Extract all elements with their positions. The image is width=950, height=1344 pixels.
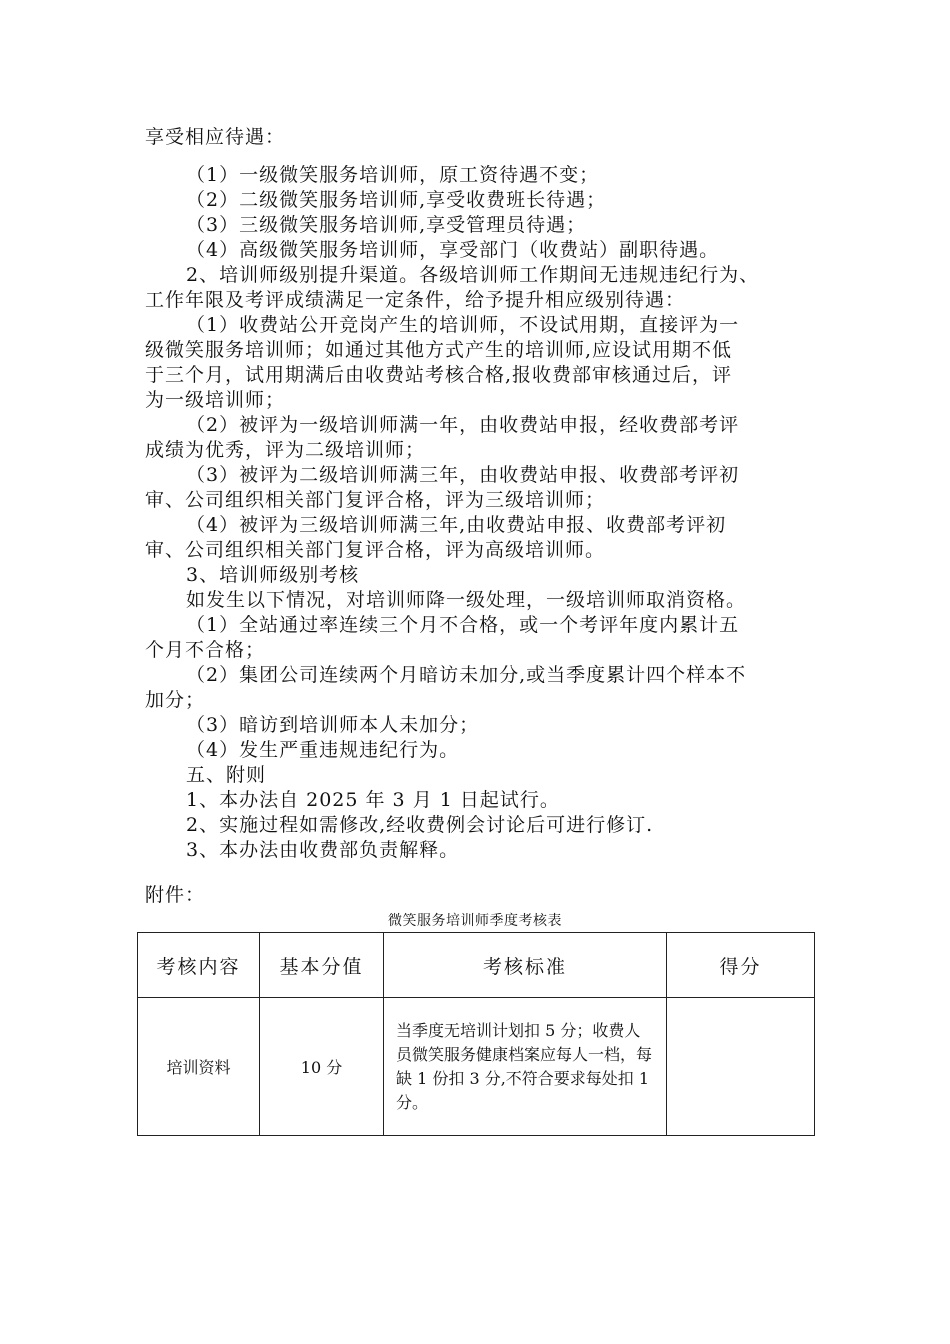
text-line: （2）二级微笑服务培训师,享受收费班长待遇； [186,189,607,211]
section-heading: 3、培训师级别考核 [186,564,360,586]
column-header-score: 基本分值 [260,933,384,998]
table-caption: 微笑服务培训师季度考核表 [388,913,562,929]
text-line: （1）一级微笑服务培训师，原工资待遇不变； [186,164,600,186]
text-line: 3、本办法由收费部负责解释。 [186,839,460,861]
cell-criteria: 当季度无培训计划扣 5 分；收费人员微笑服务健康档案应每人一档，每缺 1 份扣 3 分,不符合要求每处扣 1 分。 [384,998,667,1136]
attachment-label: 附件： [145,884,206,906]
column-header-item: 考核内容 [138,933,260,998]
text-line: 审、公司组织相关部门复评合格，评为高级培训师。 [145,539,606,561]
text-line: 2、实施过程如需修改,经收费例会讨论后可进行修订. [186,814,654,836]
text-line: （1）收费站公开竞岗产生的培训师，不设试用期，直接评为一 [186,314,740,336]
text-line: （2）集团公司连续两个月暗访未加分,或当季度累计四个样本不 [186,664,747,686]
text-line: 级微笑服务培训师；如通过其他方式产生的培训师,应设试用期不低 [145,339,733,361]
text-line: 享受相应待遇： [145,126,286,148]
text-line: 加分； [145,689,206,711]
column-header-result: 得分 [667,933,815,998]
text-line: 如发生以下情况，对培训师降一级处理，一级培训师取消资格。 [186,589,747,611]
text-line: 于三个月，试用期满后由收费站考核合格,报收费部审核通过后，评 [145,364,733,386]
table-header-row [138,933,815,998]
text-line: （3）三级微笑服务培训师,享受管理员待遇； [186,214,587,236]
text-line: 审、公司组织相关部门复评合格，评为三级培训师； [145,489,606,511]
cell-result [667,998,815,1136]
text-line: （4）高级微笑服务培训师，享受部门（收费站）副职待遇。 [186,239,720,261]
text-line: 2、培训师级别提升渠道。各级培训师工作期间无违规违纪行为、 [186,264,760,286]
text-line: 1、本办法自 2025 年 3 月 1 日起试行。 [186,789,560,811]
text-line: （2）被评为一级培训师满一年，由收费站申报，经收费部考评 [186,414,740,436]
cell-item: 培训资料 [138,998,260,1136]
table-row [138,998,815,1136]
column-header-criteria: 考核标准 [384,933,667,998]
assessment-table [137,932,815,1136]
text-line: 个月不合格； [145,639,266,661]
text-line: （3）被评为二级培训师满三年，由收费站申报、收费部考评初 [186,464,740,486]
text-line: （3）暗访到培训师本人未加分； [186,714,480,736]
text-line: （4）被评为三级培训师满三年,由收费站申报、收费部考评初 [186,514,727,536]
text-line: （4）发生严重违规违纪行为。 [186,739,460,761]
section-heading: 五、附则 [186,764,267,786]
cell-score: 10 分 [260,998,384,1136]
text-line: 为一级培训师； [145,389,286,411]
text-line: （1）全站通过率连续三个月不合格，或一个考评年度内累计五 [186,614,740,636]
text-line: 工作年限及考评成绩满足一定条件，给予提升相应级别待遇： [145,289,686,311]
text-line: 成绩为优秀，评为二级培训师； [145,439,426,461]
